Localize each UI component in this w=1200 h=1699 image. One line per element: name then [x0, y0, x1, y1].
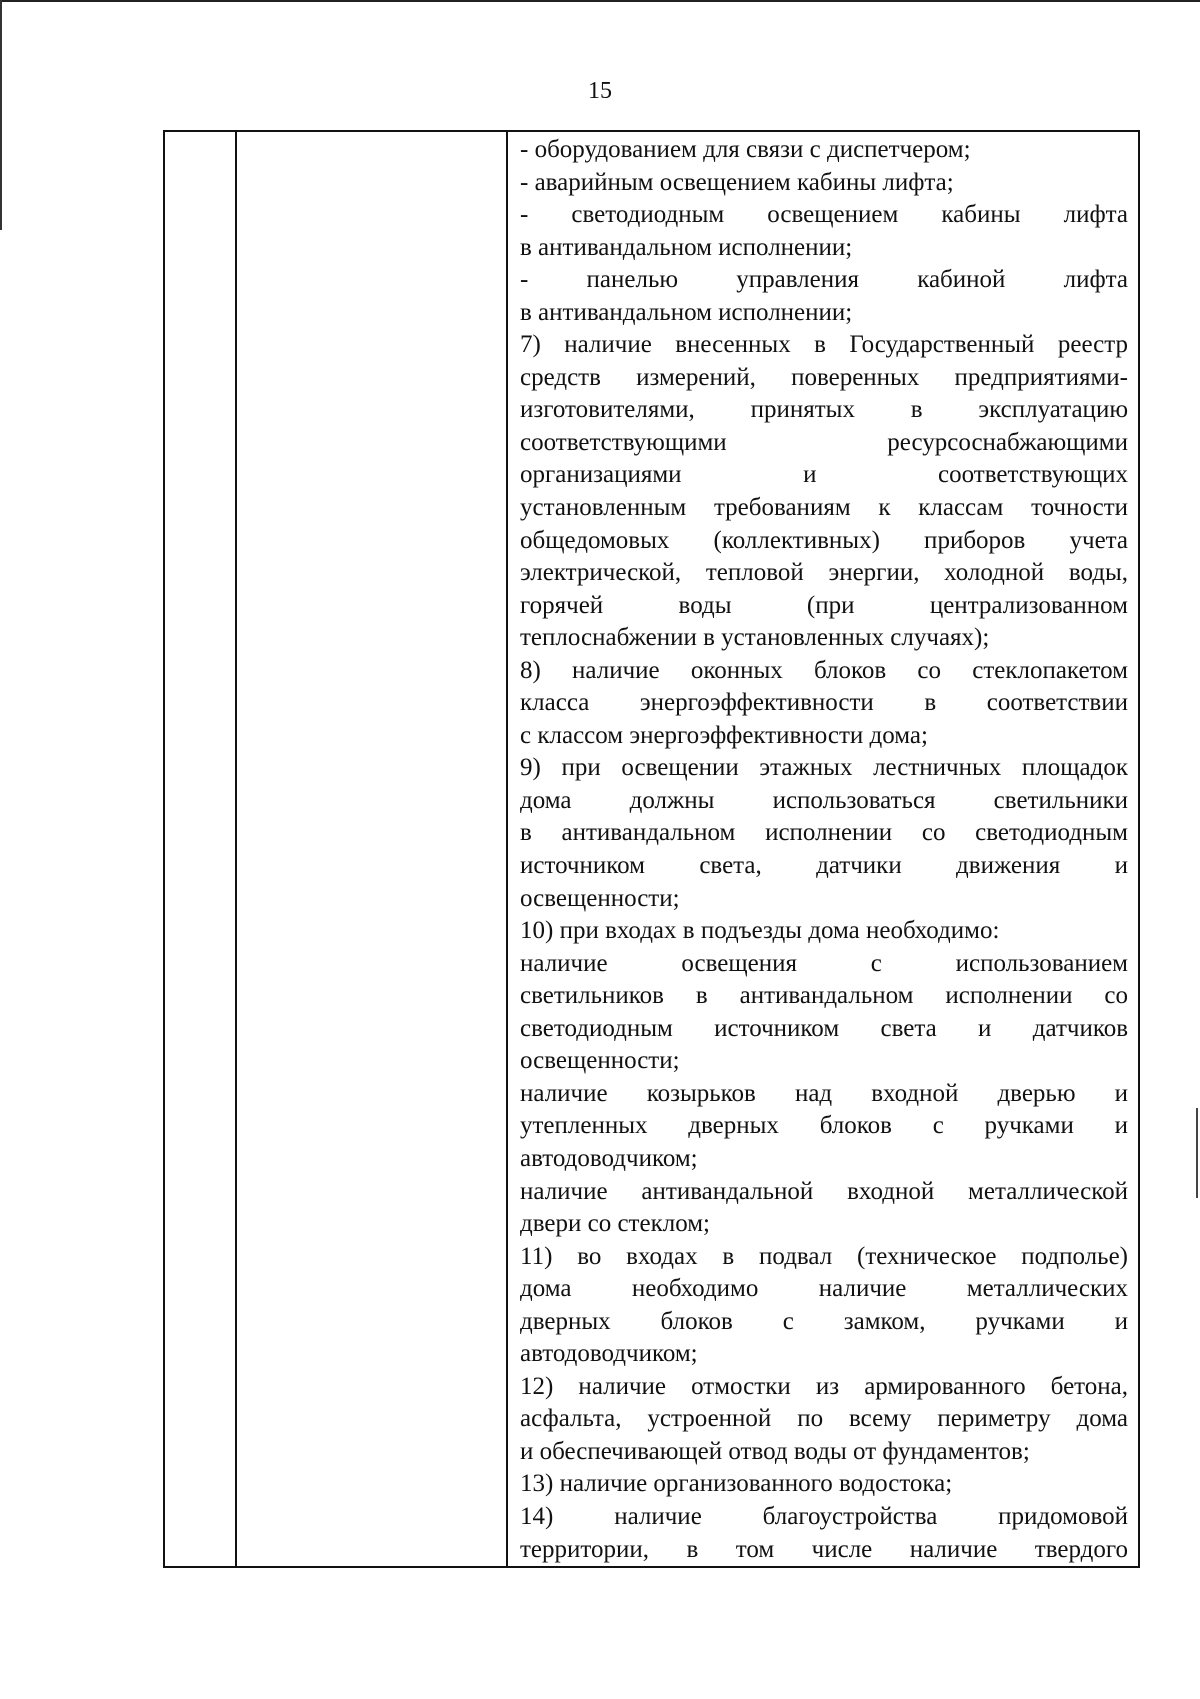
requirement-text-line: - светодиодным освещением кабины лифта [520, 201, 1128, 229]
requirement-text-line: - панелью управления кабиной лифта [520, 266, 1128, 294]
requirement-text-line: 14) наличие благоустройства придомовой [520, 1502, 1128, 1530]
requirement-text-line: двери со стеклом; [520, 1210, 710, 1238]
requirement-text-line: и обеспечивающей отвод воды от фундаментов; [520, 1437, 1030, 1465]
requirement-text-line: общедомовых (коллективных) приборов учета [520, 526, 1128, 554]
table-column-requirements [508, 132, 1138, 1566]
requirement-text-line: 7) наличие внесенных в Государственный реестр [520, 331, 1128, 359]
requirement-text-line: дома необходимо наличие металлических [520, 1275, 1128, 1303]
requirement-text-line: наличие освещения с использованием [520, 949, 1128, 977]
requirement-text-line: асфальта, устроенной по всему периметру дома [520, 1405, 1128, 1433]
requirement-text-line: теплоснабжении в установленных случаях); [520, 624, 990, 652]
requirement-text-line: 9) при освещении этажных лестничных площадок [520, 754, 1128, 782]
requirement-text-line: источником света, датчики движения и [520, 852, 1128, 880]
requirement-text-line: соответствующими ресурсоснабжающими [520, 428, 1128, 456]
requirement-text-line: в антивандальном исполнении; [520, 233, 853, 261]
requirement-text-line: утепленных дверных блоков с ручками и [520, 1112, 1128, 1140]
requirement-text-line: 11) во входах в подвал (техническое подполье) [520, 1242, 1128, 1270]
requirement-text-line: установленным требованиям к классам точности [520, 494, 1128, 522]
requirement-text-line: изготовителями, принятых в эксплуатацию [520, 396, 1128, 424]
page-number: 15 [588, 78, 612, 104]
table-column-number [165, 132, 237, 1566]
requirement-text-line: электрической, тепловой энергии, холодной воды, [520, 559, 1128, 587]
requirement-text-line: автодоводчиком; [520, 1340, 698, 1368]
requirement-text-line: в антивандальном исполнении со светодиодным [520, 819, 1128, 847]
requirement-text-line: наличие антивандальной входной металлической [520, 1177, 1128, 1205]
requirement-text-line: организациями и соответствующих [520, 461, 1128, 489]
requirement-text-line: освещенности; [520, 884, 680, 912]
requirement-text-line: 13) наличие организованного водостока; [520, 1470, 953, 1498]
document-table [163, 130, 1140, 1568]
scan-edge-left [0, 0, 2, 230]
requirement-text-line: в антивандальном исполнении; [520, 298, 853, 326]
scan-edge-top [0, 0, 1200, 2]
requirement-text-line: территории, в том числе наличие твердого [520, 1535, 1128, 1563]
requirement-text-line: горячей воды (при централизованном [520, 591, 1128, 619]
requirement-text-line: дверных блоков с замком, ручками и [520, 1307, 1128, 1335]
requirement-text-line: с классом энергоэффективности дома; [520, 721, 928, 749]
requirement-text-line: освещенности; [520, 1047, 680, 1075]
requirement-text-line: средств измерений, поверенных предприятиями- [520, 363, 1128, 391]
scan-edge-right [1196, 1108, 1198, 1198]
requirement-text-line: - аварийным освещением кабины лифта; [520, 168, 954, 196]
requirement-text-line: 10) при входах в подъезды дома необходимо: [520, 917, 1000, 945]
requirement-text-line: светильников в антивандальном исполнении со [520, 982, 1128, 1010]
requirement-text-line: 12) наличие отмостки из армированного бетона, [520, 1372, 1128, 1400]
requirement-text-line: дома должны использоваться светильники [520, 786, 1128, 814]
table-column-name [237, 132, 508, 1566]
requirement-text-line: 8) наличие оконных блоков со стеклопакетом [520, 656, 1128, 684]
requirement-text-line: класса энергоэффективности в соответствии [520, 689, 1128, 717]
requirement-text-line: светодиодным источником света и датчиков [520, 1014, 1128, 1042]
requirement-text-line: наличие козырьков над входной дверью и [520, 1079, 1128, 1107]
requirement-text-line: автодоводчиком; [520, 1144, 698, 1172]
requirement-text-line: - оборудованием для связи с диспетчером; [520, 136, 971, 163]
